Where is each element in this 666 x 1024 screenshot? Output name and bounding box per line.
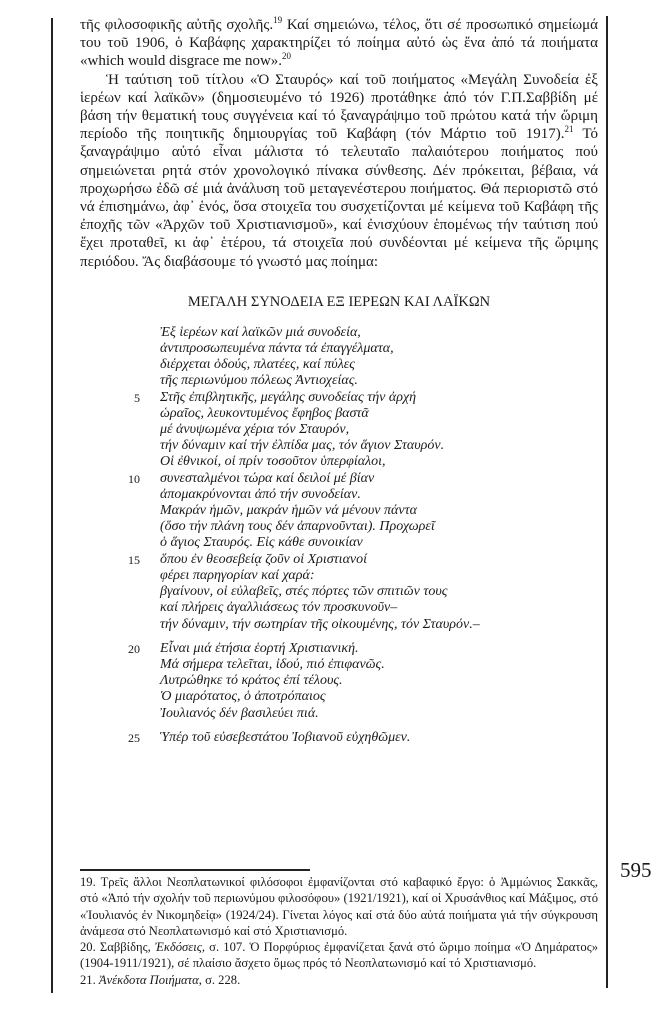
poem-line-text: φέρει παρηγορίαν καί χαρά: xyxy=(160,567,315,583)
poem-line-text: Μά σήμερα τελεῖται, ἰδού, πιό ἐπιφανῶς. xyxy=(160,656,385,672)
footnote-20 xyxy=(80,939,598,972)
footnote-ref-20[interactable]: 20 xyxy=(282,51,292,62)
poem-line-text: ὡραῖος, λευκοντυμένος ἔφηβος βαστᾶ xyxy=(160,405,369,421)
text: Ἡ ταύτιση τοῦ τίτλου «Ὁ Σταυρός» καί τοῦ ποιήματος «Μεγάλη Συνοδεία ἐξ ἱερέων καί λαϊκῶν» (δημοσιευμένο τό 1926) προτάθηκε ἀπό τόν Γ.Π.Σαββίδη μέ βάση τήν θεματική τους συγγένεια καί τό ξαναγράψιμο τοῦ πρώτου κατά τήν ὥριμη περίοδο τῆς ποιητικῆς δημιουργίας τοῦ Καβάφη (τόν Μάρτιο τοῦ 1917). xyxy=(80,71,598,143)
poem-line xyxy=(110,390,580,406)
footnote-separator xyxy=(80,869,310,871)
poem-line xyxy=(110,454,580,470)
poem-line xyxy=(110,357,580,373)
poem-line-text: συνεσταλμένοι τώρα καί δειλοί μέ βίαν xyxy=(160,470,375,486)
line-number: 20 xyxy=(128,641,140,656)
text: , σ. 107. Ὁ Πορφύριος ἐμφανίζεται ξανά στό ὥριμο ποίημα «Ὁ Δημάρατος» (1904-1911/1921), σέ πλαίσιο ἄσχετο ὅμως πρός τό Νεοπλατωνισμό καί τό Χριστιανισμό. xyxy=(80,940,598,971)
poem-line xyxy=(110,600,580,616)
text: Τό ξαναγράψιμο αὐτό εἶναι μάλιστα τό τελευταῖο παλαιότερου ποιήματος πού σημειώνεται ρητά στόν χρονολογικό πίνακα σύνθεσης. Δέν πρόκειται, βέβαια, νά προχωρήσω ἐδῶ σέ μιά ἀνάλυση τοῦ μεταγενέστερου ποιήματος. Θά περιοριστῶ στό νά ἐπισημάνω, ἀφ᾽ ἑνός, ὅσα στοιχεῖα του συσχετίζονται μέ κείμενα τοῦ Καβάφη τῆς ἐποχῆς τῶν «Ἀρχῶν τοῦ Χριστιανισμοῦ», καί ἐνισχύουν ἑπομένως τήν ταύτιση πού ἔχει προταθεῖ, κι ἀφ᾽ ἑτέρου, τά στοιχεῖα πού συνδέονται μέ κείμενα τῆς ὥριμης περιόδου. Ἄς διαβάσουμε τό γνωστό μας ποίημα: xyxy=(80,126,598,270)
cited-title: Ἐκδόσεις xyxy=(154,940,202,955)
poem-line xyxy=(110,535,580,551)
poem-line xyxy=(110,341,580,357)
poem-line xyxy=(110,706,580,722)
poem-line-text: βγαίνουν, οἱ εὐλαβεῖς, στές πόρτες τῶν σπιτιῶν τους xyxy=(160,584,448,600)
poem-line-text: Ἐξ ἱερέων καί λαϊκῶν μιά συνοδεία, xyxy=(160,324,361,340)
body-text xyxy=(80,16,598,271)
poem-line xyxy=(110,689,580,705)
line-number: 15 xyxy=(128,552,140,567)
poem-line-text: Ἰουλιανός δέν βασιλεύει πιά. xyxy=(160,705,319,721)
poem-line xyxy=(110,730,580,746)
poem-line xyxy=(110,568,580,584)
poem-line-text: Μακράν ἡμῶν, μακράν ἡμῶν νά μένουν πάντα xyxy=(160,503,417,519)
left-margin-rule xyxy=(51,18,53,993)
paragraph-1 xyxy=(80,16,598,71)
poem-line-text: τήν δύναμιν καί τήν ἐλπίδα μας, τόν ἅγιον Σταυρόν. xyxy=(160,438,445,454)
poem-line xyxy=(110,487,580,503)
footnote-ref-21[interactable]: 21 xyxy=(564,124,574,135)
stanza-gap xyxy=(110,633,580,641)
poem-line-text: ἀπομακρύνονται ἀπό τήν συνοδείαν. xyxy=(160,486,361,502)
poem-line xyxy=(110,519,580,535)
line-number: 10 xyxy=(128,471,140,486)
poem xyxy=(110,325,580,746)
line-number: 5 xyxy=(134,390,140,405)
cited-title: Ἀνέκδοτα Ποιήματα xyxy=(98,972,199,987)
footnotes xyxy=(80,874,598,988)
poem-line xyxy=(110,673,580,689)
poem-line xyxy=(110,503,580,519)
poem-line-text: Εἶναι μιά ἐτήσια ἑορτή Χριστιανική. xyxy=(160,640,359,656)
poem-line-text: τῆς περιωνύμου πόλεως Ἀντιοχείας. xyxy=(160,373,358,389)
poem-title: ΜΕΓΑΛΗ ΣΥΝΟΔΕΙΑ ΕΞ ΙΕΡΕΩΝ ΚΑΙ ΛΑΪΚΩΝ xyxy=(187,293,491,310)
poem-line xyxy=(110,617,580,633)
footnote-21 xyxy=(80,972,598,988)
poem-line-text: Ὑπέρ τοῦ εὐσεβεστάτου Ἰοβιανοῦ εὐχηθῶμεν. xyxy=(160,729,411,745)
paragraph-2 xyxy=(80,71,598,271)
text: , σ. 228. xyxy=(198,972,241,987)
poem-line-text: Στῆς ἐπιβλητικῆς, μεγάλης συνοδείας τήν ἀρχή xyxy=(160,389,417,405)
text: 20. Σαββίδης, xyxy=(80,940,155,955)
footnote-block xyxy=(80,849,598,988)
poem-line xyxy=(110,552,580,568)
text: Καί σημειώνω, τέλος, ὅτι σέ προσωπικό σημείωμά του τοῦ 1906, ὁ Καβάφης χαρακτηρίζει τό ποίημα αὐτό ὡς ἕνα ἀπό τά ποιήματα «which would disgrace me now». xyxy=(80,17,598,70)
poem-line xyxy=(110,325,580,341)
poem-line-text: Ὁ μιαρότατος, ὁ ἀποτρόπαιος xyxy=(160,689,326,705)
poem-line xyxy=(110,584,580,600)
text: 21. xyxy=(80,972,99,987)
text: τῆς φιλοσοφικῆς αὐτῆς σχολῆς. xyxy=(80,17,274,33)
poem-line xyxy=(110,438,580,454)
poem-line-text: ὅπου ἐν θεοσεβείᾳ ζοῦν οἱ Χριστιανοί xyxy=(160,551,368,567)
footnote-19: 19. Τρεῖς ἄλλοι Νεοπλατωνικοί φιλόσοφοι ἐμφανίζονται στό καβαφικό ἔργο: ὁ Ἀμμώνιος Σακκᾶς, στό «Ἀπό τήν σχολήν τοῦ περιωνύμου φιλοσόφου» (1921/1921), καί οἱ Χρυσάνθιος καί Μάξιμος, στό «Ἰουλιανός ἐν Νικομηδείᾳ» (1924/24). Γίνεται λόγος καί στά δύο αὐτά ποιήματα γιά τήν σύγκρουση ἀνάμεσα στό Νεοπλατωνισμό καί στό Χριστιανισμό. xyxy=(80,874,598,938)
poem-line xyxy=(110,471,580,487)
poem-line xyxy=(110,641,580,657)
poem-line-text: ὁ ἅγιος Σταυρός. Εἰς κάθε συνοικίαν xyxy=(160,535,363,551)
line-number: 25 xyxy=(128,730,140,745)
poem-line-text: (ὅσο τήν πλάνη τους δέν ἀπαρνοῦνται). Προχωρεῖ xyxy=(160,519,435,535)
poem-line xyxy=(110,657,580,673)
text-column xyxy=(80,16,598,988)
poem-line-text: Οἱ ἐθνικοί, οἱ πρίν τοσοῦτον ὑπερφίαλοι, xyxy=(160,454,386,470)
stanza-gap xyxy=(110,722,580,730)
poem-line-text: διέρχεται ὁδούς, πλατέες, καί πύλες xyxy=(160,357,355,373)
poem-line-text: μέ ἀνυψωμένα χέρια τόν Σταυρόν, xyxy=(160,422,350,438)
page-number: 595 xyxy=(620,858,652,882)
poem-line-text: ἀντιπροσωπευμένα πάντα τά ἐπαγγέλματα, xyxy=(160,341,394,357)
poem-line xyxy=(110,406,580,422)
poem-line-text: τήν δύναμιν, τήν σωτηρίαν τῆς οἰκουμένης, τόν Σταυρόν.– xyxy=(160,616,480,632)
right-margin-rule xyxy=(606,16,608,988)
poem-line xyxy=(110,422,580,438)
poem-line-text: Λυτρώθηκε τό κράτος ἐπί τέλους. xyxy=(160,673,343,689)
poem-line xyxy=(110,373,580,389)
poem-line-text: καί πλήρεις ἀγαλλιάσεως τόν προσκυνοῦν– xyxy=(160,600,398,616)
footnote-ref-19[interactable]: 19 xyxy=(273,15,283,25)
